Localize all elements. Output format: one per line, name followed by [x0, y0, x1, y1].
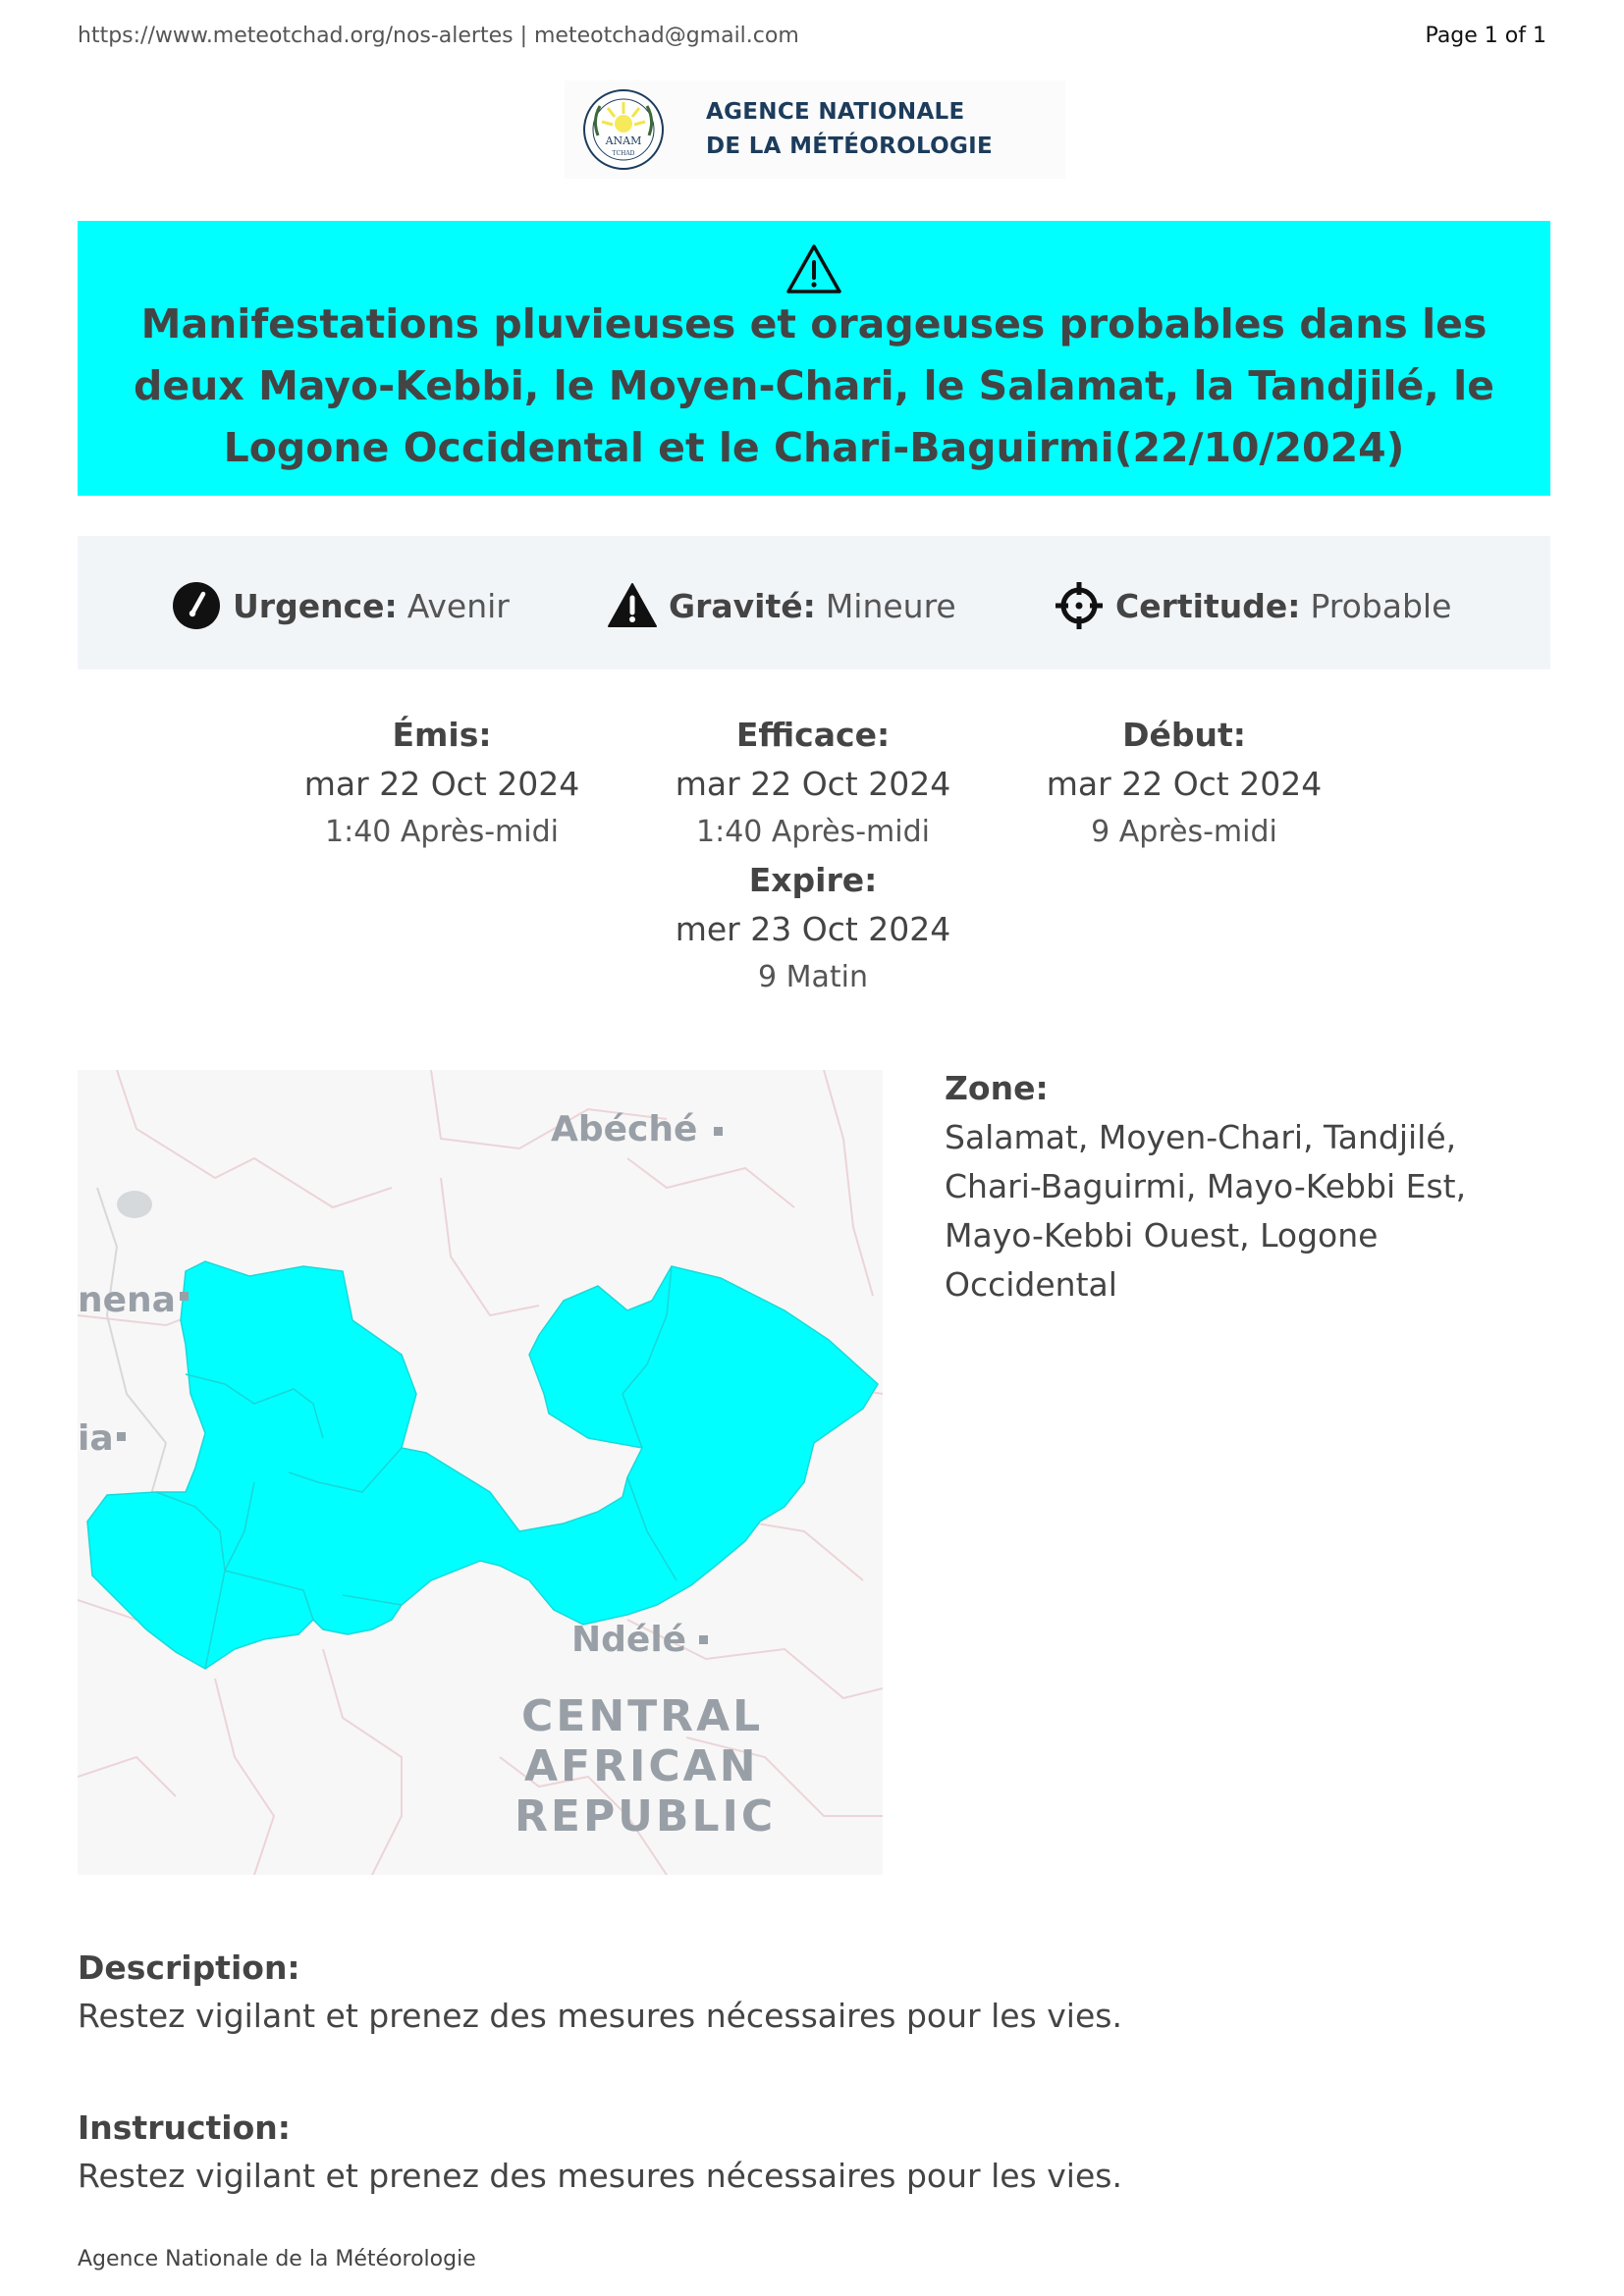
severity-label: Gravité:	[669, 586, 816, 625]
map-label-city2: ia	[78, 1418, 114, 1459]
description-value: Restez vigilant et prenez des mesures nécessaires pour les vies.	[78, 1997, 1122, 2035]
agency-logo	[565, 80, 1065, 179]
severity-item	[608, 581, 956, 630]
agency-name-line1: AGENCE NATIONALE	[706, 99, 965, 125]
zone-label: Zone:	[945, 1069, 1049, 1107]
expires-date: mer 23 Oct 2024	[675, 910, 951, 948]
page-footer: Agence Nationale de la Météorologie	[78, 2247, 476, 2271]
page-number: Page 1 of 1	[1425, 24, 1546, 48]
crosshairs-icon	[1055, 581, 1104, 630]
alert-meta-bar	[78, 536, 1550, 669]
severity-value: Mineure	[825, 586, 956, 625]
issued-date: mar 22 Oct 2024	[303, 765, 580, 803]
map-label-country3: REPUBLIC	[514, 1791, 777, 1842]
effective-date: mar 22 Oct 2024	[675, 765, 951, 803]
certainty-value: Probable	[1310, 586, 1452, 625]
alert-zone-map[interactable]	[78, 1070, 883, 1875]
description-label: Description:	[78, 1949, 300, 1987]
alert-title-banner	[78, 221, 1550, 496]
effective-block	[636, 711, 990, 856]
map-svg	[78, 1070, 883, 1875]
onset-block	[1007, 711, 1361, 856]
seal-text: ANAM	[605, 134, 642, 147]
map-label-abeche: Abéché	[551, 1109, 698, 1149]
map-label-country2: AFRICAN	[524, 1741, 759, 1791]
expires-block	[636, 856, 990, 1001]
zone-value: Salamat, Moyen-Chari, Tandjilé, Chari-Baguirmi, Mayo-Kebbi Est, Mayo-Kebbi Ouest, Logone Occidental	[945, 1118, 1467, 1304]
alert-title: Manifestations pluvieuses et orageuses probables dans les deux Mayo-Kebbi, le Moyen-Chari, le Salamat, la Tandjilé, le Logone Occidental et le Chari-Baguirmi(22/10/2024)	[134, 300, 1494, 471]
agency-name	[706, 95, 993, 164]
map-label-ndjamena: nena	[78, 1280, 176, 1320]
expires-label: Expire:	[748, 861, 878, 899]
map-label-ndele: Ndélé	[571, 1620, 687, 1660]
certainty-item	[1055, 581, 1451, 630]
urgency-value: Avenir	[406, 586, 510, 625]
onset-label: Début:	[1122, 716, 1246, 754]
urgency-item	[172, 581, 510, 630]
issued-time: 1:40 Après-midi	[325, 815, 559, 849]
onset-time: 9 Après-midi	[1091, 815, 1277, 849]
agency-seal-icon	[572, 80, 675, 179]
effective-label: Efficace:	[735, 716, 891, 754]
effective-time: 1:40 Après-midi	[696, 815, 930, 849]
issued-label: Émis:	[392, 716, 492, 754]
onset-date: mar 22 Oct 2024	[1046, 765, 1323, 803]
certainty-label: Certitude:	[1115, 586, 1301, 625]
source-url[interactable]: https://www.meteotchad.org/nos-alertes | meteotchad@gmail.com	[78, 24, 799, 48]
warning-filled-icon	[608, 581, 657, 630]
seal-subtext: TCHAD	[612, 150, 635, 157]
urgency-label: Urgence:	[233, 586, 398, 625]
agency-name-line2: DE LA MÉTÉOROLOGIE	[706, 133, 994, 159]
expires-time: 9 Matin	[757, 960, 868, 994]
instruction-block	[78, 2105, 1550, 2201]
description-block	[78, 1945, 1550, 2041]
clock-urgency-icon	[172, 581, 221, 630]
page-header	[78, 24, 1546, 53]
map-label-country1: CENTRAL	[521, 1691, 764, 1741]
alert-dates	[0, 711, 1624, 1005]
warning-triangle-icon	[785, 242, 843, 295]
instruction-value: Restez vigilant et prenez des mesures nécessaires pour les vies.	[78, 2157, 1122, 2195]
instruction-label: Instruction:	[78, 2109, 291, 2147]
issued-block	[265, 711, 619, 856]
zone-block	[945, 1066, 1534, 1309]
